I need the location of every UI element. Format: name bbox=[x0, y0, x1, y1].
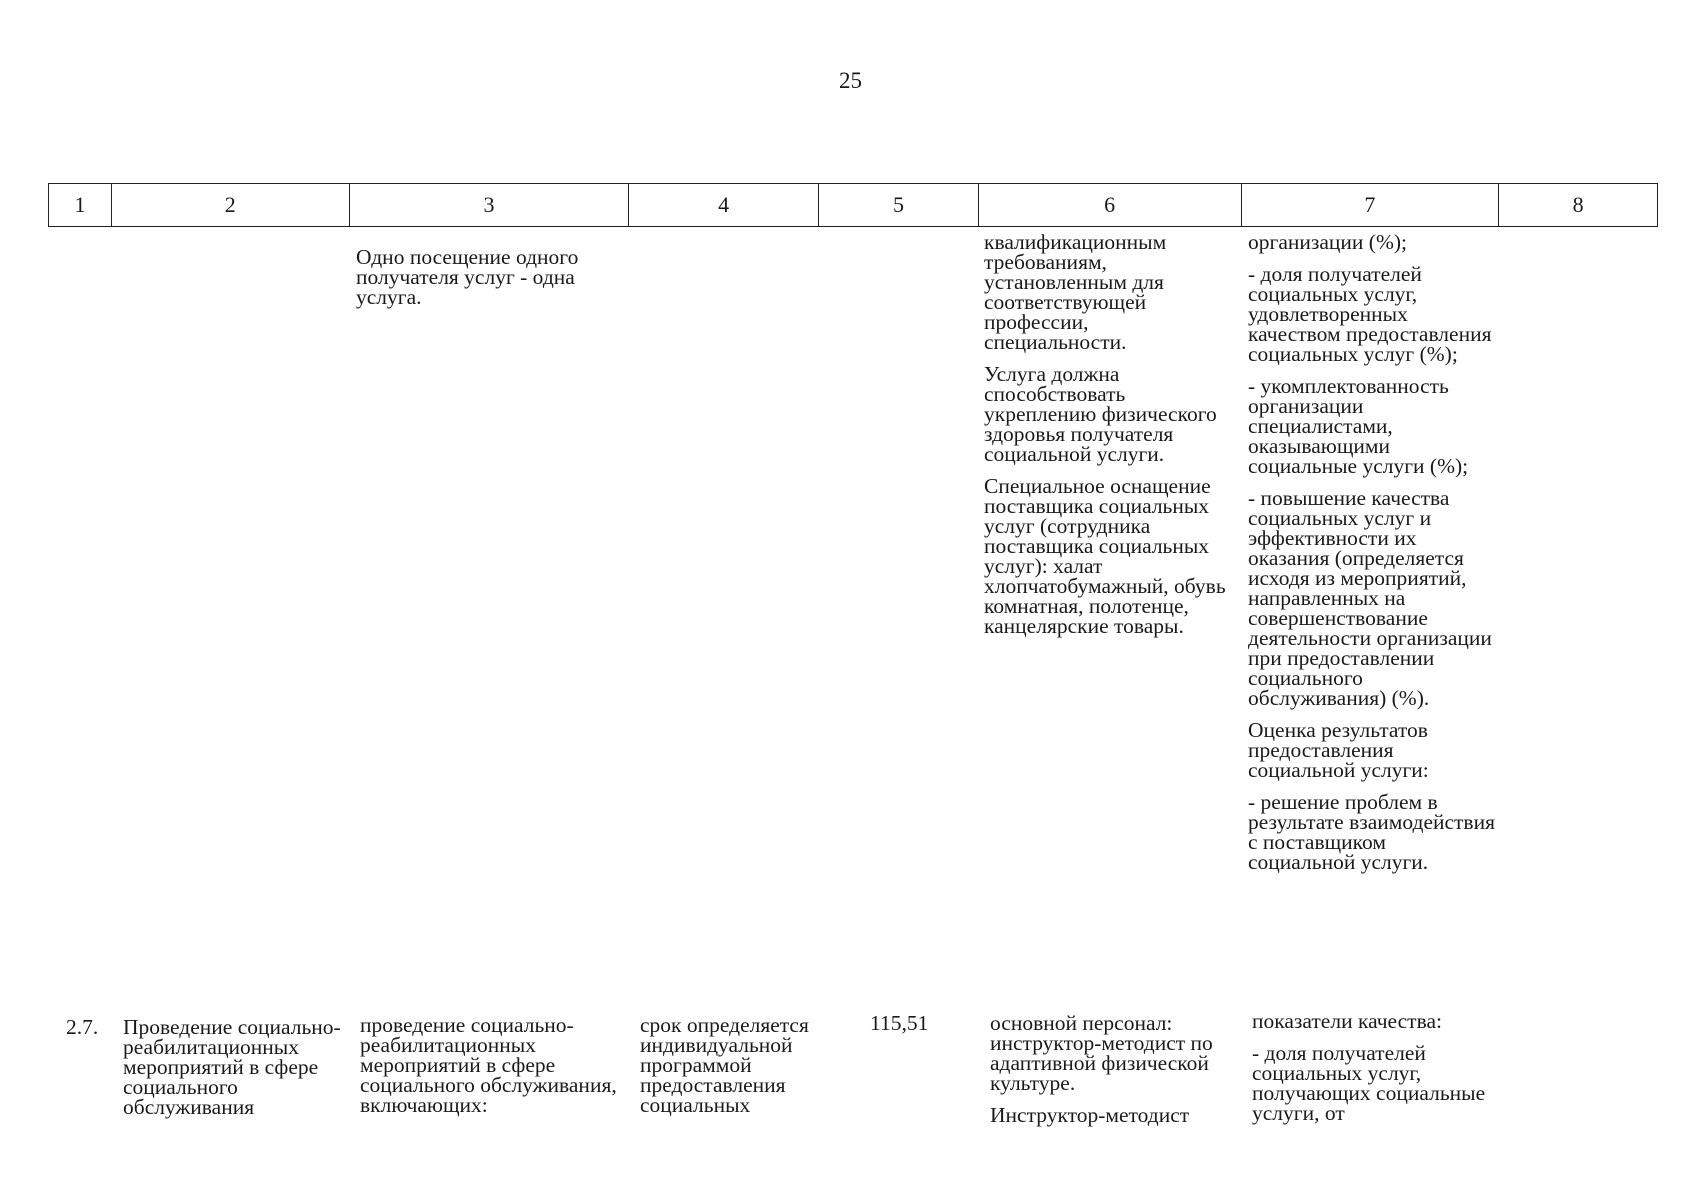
cont-col6 bbox=[984, 232, 1234, 636]
row-2-7-col7-para-1: показатели качества: bbox=[1252, 1009, 1442, 1033]
cont-col3 bbox=[356, 247, 618, 307]
cont-col3-text: Одно посещение одного получателя услуг - одна услуга. bbox=[356, 245, 579, 309]
page-number: 25 bbox=[839, 68, 862, 93]
row-2-7-col7-para-2: - доля получателей социальных услуг, получающих социальные услуги, от bbox=[1252, 1041, 1486, 1125]
header-col-2: 2 bbox=[112, 184, 350, 226]
cont-col7-para-4: - повышение качества социальных услуг и эффективности их оказания (определяется исходя из мероприятий, направленных на совершенствование деятельности организации при предоставлении социального обслуживания) (%). bbox=[1248, 486, 1492, 710]
header-col-6: 6 bbox=[979, 184, 1242, 226]
header-col-4: 4 bbox=[629, 184, 819, 226]
row-2-7-col5: 115,51 bbox=[870, 1011, 929, 1035]
cont-col7 bbox=[1248, 232, 1496, 872]
header-col-8: 8 bbox=[1572, 192, 1584, 217]
cont-col7-para-5: Оценка результатов предоставления социальной услуги: bbox=[1248, 718, 1429, 782]
cont-col6-para-2: Услуга должна способствовать укреплению физического здоровья получателя социальной услуги. bbox=[984, 362, 1217, 466]
header-col-3: 3 bbox=[350, 184, 630, 226]
cont-col7-para-6: - решение проблем в результате взаимодействия с поставщиком социальной услуги. bbox=[1248, 790, 1495, 874]
header-col-5: 5 bbox=[819, 184, 979, 226]
cont-col7-para-1: организации (%); bbox=[1248, 230, 1408, 254]
cont-col7-para-3: - укомплектованность организации специалистами, оказывающими социальные услуги (%); bbox=[1248, 374, 1469, 478]
table-header-row bbox=[48, 183, 1658, 227]
cont-col6-para-3: Специальное оснащение поставщика социальных услуг (сотрудника поставщика социальных услуг): халат хлопчатобумажный, обувь комнатная, полотенце, канцелярские товары. bbox=[984, 474, 1226, 638]
cont-col6-para-1: квалификационным требованиям, установленным для соответствующей профессии, специальности. bbox=[984, 230, 1167, 354]
cont-col7-para-2: - доля получателей социальных услуг, удовлетворенных качеством предоставления социальных услуг (%); bbox=[1248, 262, 1492, 366]
row-2-7-col3: проведение социально-реабилитационных мероприятий в сфере социального обслуживания, включающих: bbox=[360, 1013, 617, 1117]
row-2-7-col6-para-1: основной персонал: инструктор-методист по адаптивной физической культуре. bbox=[990, 1011, 1213, 1095]
row-2-7-col6 bbox=[990, 1013, 1235, 1125]
header-col-7: 7 bbox=[1242, 184, 1500, 226]
row-2-7-col4: срок определяется индивидуальной программой предоставления социальных bbox=[640, 1013, 809, 1117]
row-2-7-col1: 2.7. bbox=[66, 1015, 99, 1039]
row-2-7-col6-para-2: Инструктор-методист bbox=[990, 1103, 1190, 1127]
header-col-1: 1 bbox=[49, 184, 112, 226]
row-2-7-col7 bbox=[1252, 1011, 1500, 1123]
row-2-7-col2: Проведение социально-реабилитационных мероприятий в сфере социального обслуживания bbox=[123, 1015, 341, 1119]
